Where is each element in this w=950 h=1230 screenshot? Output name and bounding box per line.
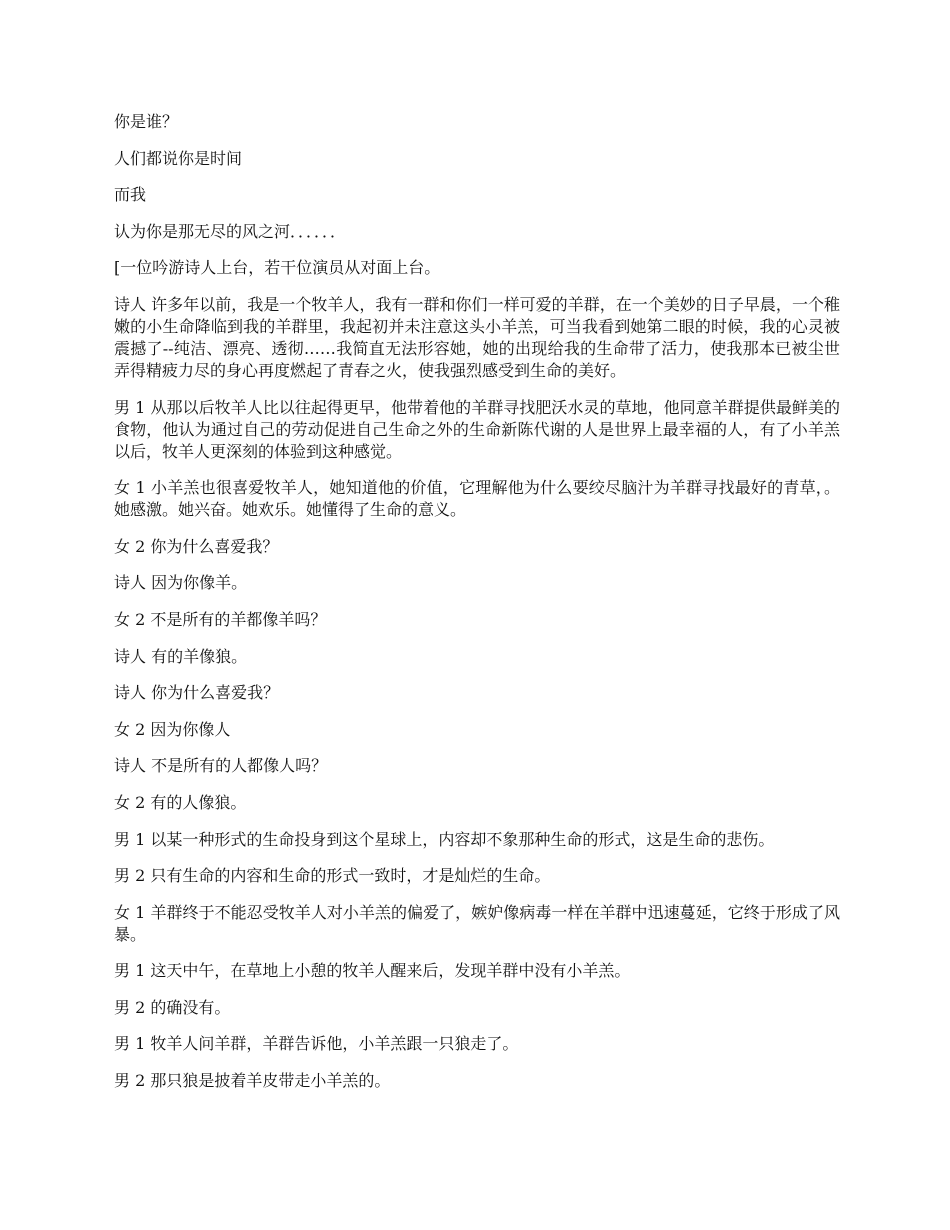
paragraph: 男 1 这天中午，在草地上小憩的牧羊人醒来后，发现羊群中没有小羊羔。 <box>114 961 631 981</box>
paragraph: 而我 <box>114 185 147 205</box>
document-body <box>114 111 840 1107</box>
paragraph: 女 1 小羊羔也很喜爱牧羊人，她知道他的价值，它理解他为什么要绞尽脑汁为羊群寻找最好的青草，。她感激。她兴奋。她欢乐。她懂得了生命的意义。 <box>114 478 840 520</box>
dialogue-line: 女 2 因为你像人 <box>114 719 231 739</box>
dialogue-line: 女 2 你为什么喜爱我？ <box>114 536 279 556</box>
dialogue-line: 诗人 不是所有的人都像人吗？ <box>114 756 328 776</box>
paragraph: 男 1 牧羊人问羊群，羊群告诉他，小羊羔跟一只狼走了。 <box>114 1034 519 1054</box>
stage-direction: [一位吟游诗人上台，若干位演员从对面上台。 <box>114 258 441 278</box>
paragraph: 男 2 那只狼是披着羊皮带走小羊羔的。 <box>114 1071 391 1091</box>
dialogue-line: 诗人 有的羊像狼。 <box>114 646 248 666</box>
paragraph: 诗人 许多年以前，我是一个牧羊人，我有一群和你们一样可爱的羊群，在一个美妙的日子早晨，一个稚嫩的小生命降临到我的羊群里，我起初并未注意这头小羊羔，可当我看到她第二眼的时候，我的心灵被震撼了--纯洁、漂亮、透彻……我简直无法形容她，她的出现给我的生命带了活力，使我那本已被尘世弄得精疲力尽的身心再度燃起了青春之火，使我强烈感受到生命的美好。 <box>114 294 840 380</box>
paragraph: 男 1 从那以后牧羊人比以往起得更早，他带着他的羊群寻找肥沃水灵的草地，他同意羊群提供最鲜美的食物，他认为通过自己的劳动促进自己生命之外的生命新陈代谢的人是世界上最幸福的人，有了小羊羔以后，牧羊人更深刻的体验到这种感觉。 <box>114 397 840 461</box>
dialogue-line: 诗人 因为你像羊。 <box>114 573 248 593</box>
dialogue-line: 女 2 不是所有的羊都像羊吗？ <box>114 609 327 629</box>
paragraph: 男 1 以某一种形式的生命投身到这个星球上，内容却不象那种生命的形式，这是生命的悲伤。 <box>114 829 775 849</box>
dialogue-line: 诗人 你为什么喜爱我？ <box>114 683 280 703</box>
paragraph: 你是谁？ <box>114 112 179 131</box>
paragraph: 女 1 羊群终于不能忍受牧羊人对小羊羔的偏爱了，嫉妒像病毒一样在羊群中迅速蔓延，它终于形成了风暴。 <box>114 902 840 944</box>
dialogue-line: 女 2 有的人像狼。 <box>114 792 247 812</box>
paragraph: 认为你是那无尽的风之河．．．．．． <box>114 221 347 241</box>
dialogue-line: 男 2 的确没有。 <box>114 997 231 1017</box>
paragraph: 人们都说你是时间 <box>114 148 243 168</box>
paragraph: 男 2 只有生命的内容和生命的形式一致时，才是灿烂的生命。 <box>114 866 551 886</box>
